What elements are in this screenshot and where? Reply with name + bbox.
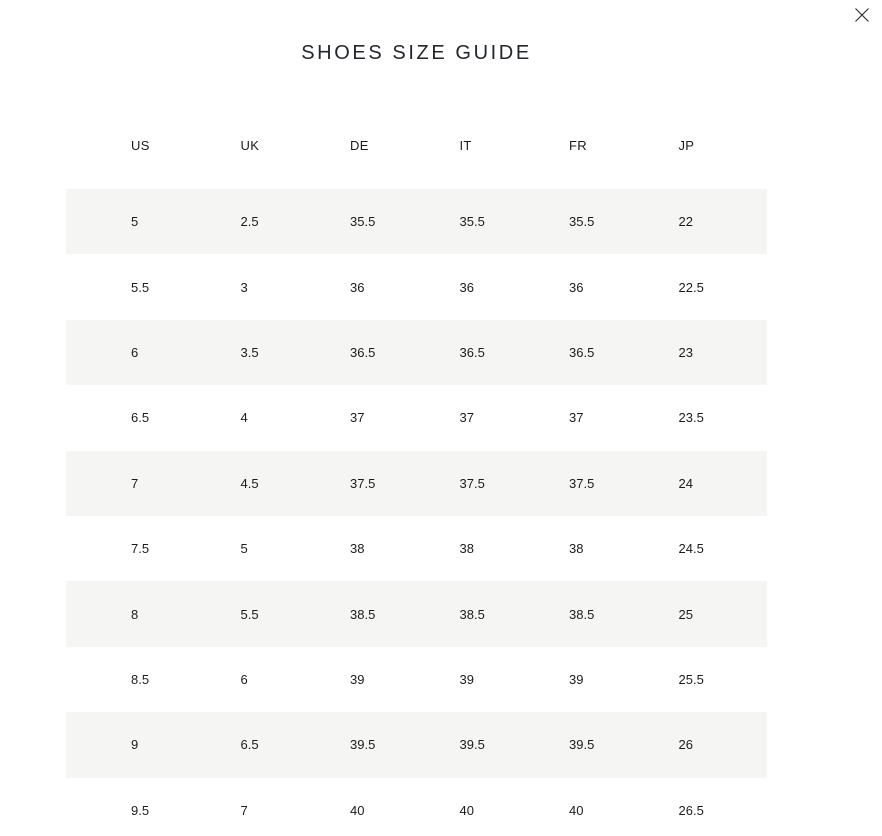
size-cell-de: 35.5 xyxy=(350,214,376,230)
size-cell-it: 38 xyxy=(459,541,474,557)
close-icon xyxy=(854,7,870,23)
size-cell-us: 9 xyxy=(131,737,139,753)
size-cell-fr: 37.5 xyxy=(569,475,595,491)
column-header-fr: FR xyxy=(569,138,587,153)
size-cell-fr: 37 xyxy=(569,410,584,426)
size-cell-us: 8.5 xyxy=(131,671,150,687)
size-cell-uk: 5 xyxy=(240,541,248,557)
size-cell-fr: 35.5 xyxy=(569,214,595,230)
size-cell-it: 40 xyxy=(459,802,474,818)
size-cell-uk: 4.5 xyxy=(240,475,259,491)
size-cell-de: 39 xyxy=(350,671,365,687)
table-row xyxy=(66,451,767,516)
size-cell-jp: 23 xyxy=(678,344,693,360)
size-cell-us: 7 xyxy=(131,475,139,491)
size-table-header xyxy=(66,138,767,152)
size-cell-it: 35.5 xyxy=(459,214,485,230)
table-row xyxy=(66,647,767,712)
size-guide-title: SHOES SIZE GUIDE xyxy=(301,42,532,64)
size-cell-uk: 6.5 xyxy=(240,737,259,753)
close-button[interactable] xyxy=(851,4,873,26)
size-cell-it: 37.5 xyxy=(459,475,485,491)
table-row xyxy=(66,778,767,836)
size-cell-de: 38 xyxy=(350,541,365,557)
size-cell-jp: 22 xyxy=(678,214,693,230)
size-cell-de: 36.5 xyxy=(350,344,376,360)
size-cell-uk: 5.5 xyxy=(240,606,259,622)
size-cell-uk: 3.5 xyxy=(240,344,259,360)
size-cell-fr: 39.5 xyxy=(569,737,595,753)
size-cell-de: 38.5 xyxy=(350,606,376,622)
column-header-uk: UK xyxy=(240,138,260,153)
size-cell-fr: 39 xyxy=(569,671,584,687)
size-cell-jp: 26 xyxy=(678,737,693,753)
size-cell-us: 6 xyxy=(131,344,139,360)
table-row xyxy=(66,254,767,319)
size-cell-it: 36.5 xyxy=(459,344,485,360)
size-cell-us: 8 xyxy=(131,606,139,622)
column-header-us: US xyxy=(131,138,150,153)
table-row xyxy=(66,320,767,385)
size-cell-de: 39.5 xyxy=(350,737,376,753)
size-cell-jp: 24.5 xyxy=(678,541,704,557)
size-cell-uk: 4 xyxy=(240,410,248,426)
table-row xyxy=(66,385,767,450)
size-cell-fr: 40 xyxy=(569,802,584,818)
size-cell-jp: 23.5 xyxy=(678,410,704,426)
size-cell-uk: 3 xyxy=(240,279,248,295)
size-cell-uk: 6 xyxy=(240,671,248,687)
size-table xyxy=(66,189,767,836)
size-guide-content xyxy=(66,0,767,836)
size-cell-de: 40 xyxy=(350,802,365,818)
size-cell-it: 38.5 xyxy=(459,606,485,622)
table-row xyxy=(66,712,767,777)
size-cell-de: 36 xyxy=(350,279,365,295)
size-cell-us: 5.5 xyxy=(131,279,150,295)
size-cell-us: 6.5 xyxy=(131,410,150,426)
column-header-it: IT xyxy=(459,138,472,153)
table-row xyxy=(66,516,767,581)
size-cell-us: 7.5 xyxy=(131,541,150,557)
table-row xyxy=(66,581,767,646)
table-row xyxy=(66,189,767,254)
column-header-de: DE xyxy=(350,138,369,153)
size-cell-jp: 25.5 xyxy=(678,671,704,687)
size-cell-jp: 26.5 xyxy=(678,802,704,818)
size-cell-uk: 2.5 xyxy=(240,214,259,230)
size-cell-fr: 36.5 xyxy=(569,344,595,360)
size-cell-it: 39.5 xyxy=(459,737,485,753)
size-cell-it: 39 xyxy=(459,671,474,687)
size-cell-fr: 38 xyxy=(569,541,584,557)
size-cell-fr: 36 xyxy=(569,279,584,295)
size-cell-us: 5 xyxy=(131,214,139,230)
size-cell-jp: 22.5 xyxy=(678,279,704,295)
size-cell-de: 37 xyxy=(350,410,365,426)
size-cell-jp: 25 xyxy=(678,606,693,622)
size-cell-uk: 7 xyxy=(240,802,248,818)
size-cell-it: 37 xyxy=(459,410,474,426)
size-cell-fr: 38.5 xyxy=(569,606,595,622)
size-cell-jp: 24 xyxy=(678,475,693,491)
size-cell-de: 37.5 xyxy=(350,475,376,491)
size-cell-us: 9.5 xyxy=(131,802,150,818)
column-header-jp: JP xyxy=(678,138,695,153)
size-cell-it: 36 xyxy=(459,279,474,295)
